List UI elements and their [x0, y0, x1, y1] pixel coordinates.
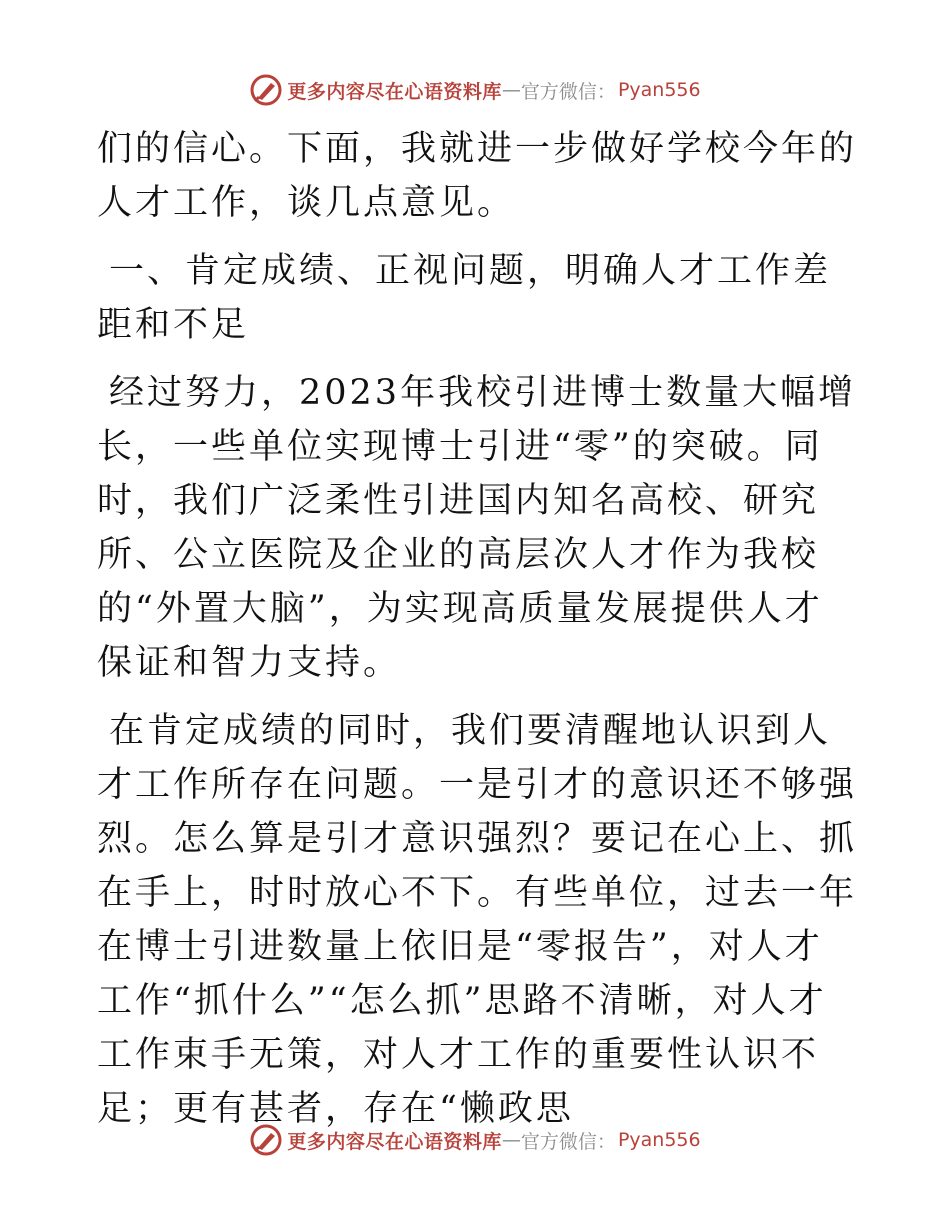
paragraph-intro-continuation: 们的信心。下面，我就进一步做好学校今年的人才工作，谈几点意见。	[97, 129, 858, 223]
watermark-official-label: 官方微信：	[520, 1130, 616, 1153]
watermark-official-label: 官方微信：	[520, 80, 616, 103]
section-heading-1: 一、肯定成绩、正视问题，明确人才工作差距和不足	[97, 251, 832, 345]
header-watermark	[0, 70, 950, 110]
watermark-wechat-id: Pyan556	[617, 1129, 701, 1151]
watermark-wechat-id: Pyan556	[617, 79, 701, 101]
brand-logo-icon	[249, 73, 283, 107]
brand-logo-icon	[249, 1123, 283, 1157]
watermark-separator: —	[501, 1129, 521, 1151]
watermark-separator: —	[501, 79, 521, 101]
watermark-site-name: 更多内容尽在心语资料库	[287, 1130, 502, 1153]
paragraph-problems: 在肯定成绩的同时，我们要清醒地认识到人才工作所存在问题。一是引才的意识还不够强烈。怎么算是引才意识强烈？要记在心上、抓在手上，时时放心不下。有些单位，过去一年在博士引进数量上依旧是“零报告”，对人才工作“抓什么”“怎么抓”思路不清晰，对人才工作束手无策，对人才工作的重要性认识不足；更有甚者，存在“懒政思	[97, 711, 858, 1129]
document-body	[97, 122, 857, 1150]
paragraph-achievements: 经过努力，2023年我校引进博士数量大幅增长，一些单位实现博士引进“零”的突破。同时，我们广泛柔性引进国内知名高校、研究所、公立医院及企业的高层次人才作为我校的“外置大脑”，为实现高质量发展提供人才保证和智力支持。	[97, 373, 857, 683]
footer-watermark	[0, 1120, 950, 1160]
watermark-site-name: 更多内容尽在心语资料库	[287, 80, 502, 103]
